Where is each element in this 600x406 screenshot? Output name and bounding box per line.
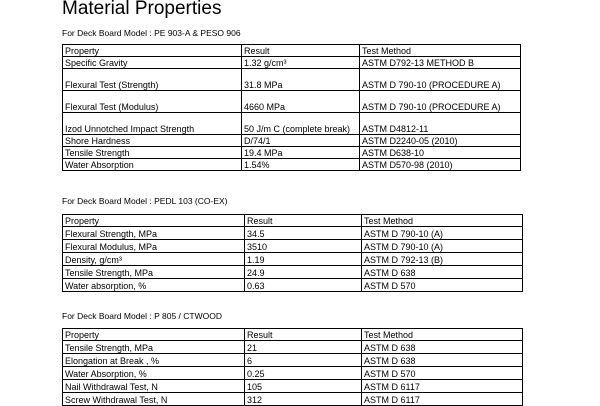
cell: Density, g/cm³ [63, 253, 245, 266]
cell: Tensile Strength, MPa [63, 341, 245, 354]
cell: ASTM D 6117 [362, 393, 523, 406]
cell: 3510 [245, 240, 362, 253]
table-row [63, 91, 521, 113]
table-header-row [63, 45, 521, 57]
cell: Water Absorption [63, 159, 242, 171]
table-row [63, 57, 521, 69]
table-header-row [63, 215, 523, 227]
cell: ASTM D638-10 [360, 147, 521, 159]
cell: ASTM D 638 [362, 354, 523, 367]
cell: 19.4 MPa [242, 147, 360, 159]
header-cell: Test Method [360, 45, 521, 57]
table-row [63, 367, 523, 380]
cell: Flexural Strength, MPa [63, 227, 245, 240]
table-row [63, 159, 521, 171]
cell: 1.32 g/cm³ [242, 57, 360, 69]
header-cell: Property [63, 215, 245, 227]
header-cell: Result [245, 215, 362, 227]
cell: ASTM D2240-05 (2010) [360, 135, 521, 147]
table-row [63, 135, 521, 147]
properties-table [62, 44, 521, 171]
cell: 34.5 [245, 227, 362, 240]
header-cell: Test Method [362, 215, 523, 227]
cell: ASTM D 6117 [362, 380, 523, 393]
table-row [63, 380, 523, 393]
cell: Water absorption, % [63, 279, 245, 292]
table-row [63, 147, 521, 159]
cell: Nail Withdrawal Test, N [63, 380, 245, 393]
cell: ASTM D 638 [362, 266, 523, 279]
cell: 50 J/m C (complete break) [242, 113, 360, 135]
cell: 105 [245, 380, 362, 393]
table-row [63, 341, 523, 354]
table-row [63, 69, 521, 91]
cell: Flexural Modulus, MPa [63, 240, 245, 253]
cell: ASTM D 638 [362, 341, 523, 354]
cell: Flexural Test (Modulus) [63, 91, 242, 113]
cell: ASTM D4812-11 [360, 113, 521, 135]
table-row [63, 240, 523, 253]
cell: ASTM D 790-10 (PROCEDURE A) [360, 91, 521, 113]
table-row [63, 227, 523, 240]
cell: 4660 MPa [242, 91, 360, 113]
cell: Flexural Test (Strength) [63, 69, 242, 91]
cell: 6 [245, 354, 362, 367]
cell: ASTM D 570 [362, 279, 523, 292]
header-cell: Result [245, 329, 362, 341]
cell: Izod Unnotched Impact Strength [63, 113, 242, 135]
cell: 31.8 MPa [242, 69, 360, 91]
cell: 1.19 [245, 253, 362, 266]
cell: Tensile Strength [63, 147, 242, 159]
cell: 312 [245, 393, 362, 406]
table-row [63, 113, 521, 135]
cell: ASTM D 790-10 (A) [362, 227, 523, 240]
header-cell: Test Method [362, 329, 523, 341]
header-cell: Property [63, 45, 242, 57]
cell: Elongation at Break , % [63, 354, 245, 367]
properties-table [62, 214, 523, 292]
cell: D/74/1 [242, 135, 360, 147]
cell: Water Absorption, % [63, 367, 245, 380]
cell: 21 [245, 341, 362, 354]
cell: ASTM D570-98 (2010) [360, 159, 521, 171]
cell: 0.25 [245, 367, 362, 380]
table-header-row [63, 329, 523, 341]
cell: ASTM D 792-13 (B) [362, 253, 523, 266]
page-title: Material Properties [62, 0, 222, 19]
section-caption: For Deck Board Model : PE 903-A & PESO 906 [62, 28, 241, 38]
cell: 24.9 [245, 266, 362, 279]
header-cell: Property [63, 329, 245, 341]
cell: ASTM D 790-10 (A) [362, 240, 523, 253]
cell: 1.54% [242, 159, 360, 171]
table-row [63, 266, 523, 279]
section-caption: For Deck Board Model : P 805 / CTWOOD [62, 311, 222, 321]
cell: Specific Gravity [63, 57, 242, 69]
cell: Shore Hardness [63, 135, 242, 147]
header-cell: Result [242, 45, 360, 57]
cell: Screw Withdrawal Test, N [63, 393, 245, 406]
cell: Tensile Strength, MPa [63, 266, 245, 279]
table-row [63, 393, 523, 406]
properties-table [62, 328, 523, 406]
cell: ASTM D792-13 METHOD B [360, 57, 521, 69]
cell: ASTM D 790-10 (PROCEDURE A) [360, 69, 521, 91]
section-caption: For Deck Board Model : PEDL 103 (CO-EX) [62, 196, 228, 206]
table-row [63, 253, 523, 266]
table-row [63, 354, 523, 367]
cell: ASTM D 570 [362, 367, 523, 380]
cell: 0.63 [245, 279, 362, 292]
table-row [63, 279, 523, 292]
